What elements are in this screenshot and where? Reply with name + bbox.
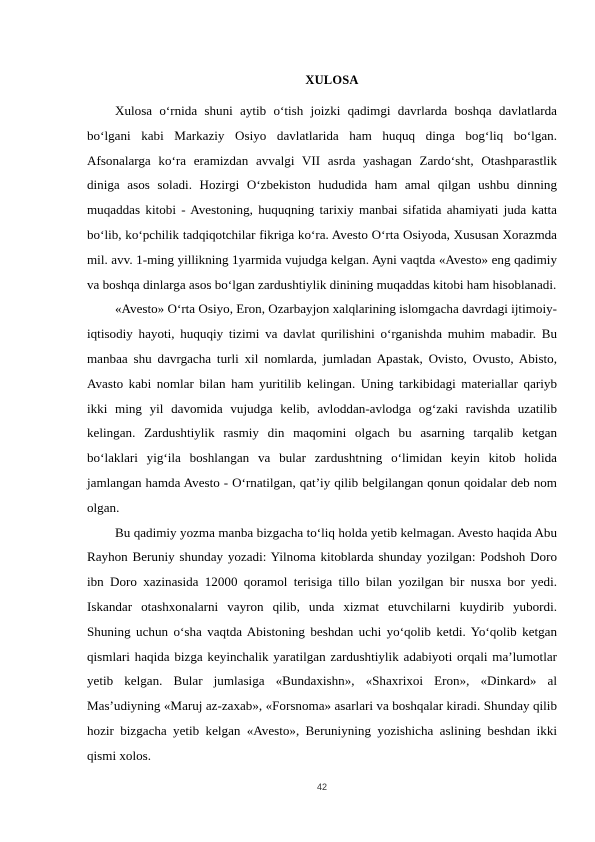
document-body xyxy=(87,99,557,769)
page-number: 42 xyxy=(316,782,327,792)
paragraph-2: «Avesto» O‘rta Osiyo, Eron, Ozarbayjon xalqlarining islomgacha davrdagi ijtimoiy-iqtisodiy hayoti, huquqiy tizimi va davlat qurilishini o‘rganishda muhim mabadir. Bu manbaa shu davrgacha turli xil nomlarda, jumladan Apastak, Ovisto, Ovusto, Abisto, Avasto kabi nomlar bilan ham yuritilib kelingan. Uning tarkibidagi materiallar qariyb ikki ming yil davomida vujudga kelib, avloddan-avlodga og‘zaki ravishda uzatilib kelingan. Zardushtiylik rasmiy din maqomini olgach bu asarning tarqalib ketgan bo‘laklari yig‘ila boshlangan va bular zardushtning o‘limidan keyin kitob holida jamlangan hamda Avesto - O‘rnatilgan, qat’iy qilib belgilangan qonun qoidalar deb nom olgan. xyxy=(87,301,557,515)
page-title: XULOSA xyxy=(305,73,359,87)
paragraph-1: Xulosa o‘rnida shuni aytib o‘tish joizki qadimgi davrlarda boshqa davlatlarda bo‘lgani kabi Markaziy Osiyo davlatlarida ham huquq dinga bog‘liq bo‘lgan. Afsonalarga ko‘ra eramizdan avvalgi VII asrda yashagan Zardo‘sht, Otashparastlik diniga asos soladi. Hozirgi O‘zbekiston hududida ham amal qilgan ushbu dinning muqaddas kitobi - Avestoning, huquqning tarixiy manbai sifatida ahamiyati juda katta bo‘lib, ko‘pchilik tadqiqotchilar fikriga ko‘ra. Avesto O‘rta Osiyoda, Xususan Xorazmda mil. avv. 1-ming yillikning 1yarmida vujudga kelgan. Ayni vaqtda «Avesto» eng qadimiy va boshqa dinlarga asos bo‘lgan zardushtiylik dinining muqaddas kitobi ham hisoblanadi. xyxy=(87,103,557,292)
paragraph-3: Bu qadimiy yozma manba bizgacha to‘liq holda yetib kelmagan. Avesto haqida Abu Rayhon Beruniy shunday yozadi: Yilnoma kitoblarda shunday yozilgan: Podshoh Doro ibn Doro xazinasida 12000 qoramol terisiga tillo bilan yozilgan bir nusxa bor yedi. Iskandar otashxonalarni vayron qilib, unda xizmat etuvchilarni kuydirib yubordi. Shuning uchun o‘sha vaqtda Abistoning beshdan uchi yo‘qolib ketdi. Yo‘qolib ketgan qismlari haqida bizga keyinchalik yaratilgan zardushtiylik adabiyoti orqali ma’lumotlar yetib kelgan. Bular jumlasiga «Bundaxishn», «Shaxrixoi Eron», «Dinkard» al Mas’udiyning «Maruj az-zaxab», «Forsnoma» asarlari va boshqalar kiradi. Shunday qilib hozir bizgacha yetib kelgan «Avesto», Beruniyning yozishicha aslining beshdan ikki qismi xolos. xyxy=(87,524,557,763)
